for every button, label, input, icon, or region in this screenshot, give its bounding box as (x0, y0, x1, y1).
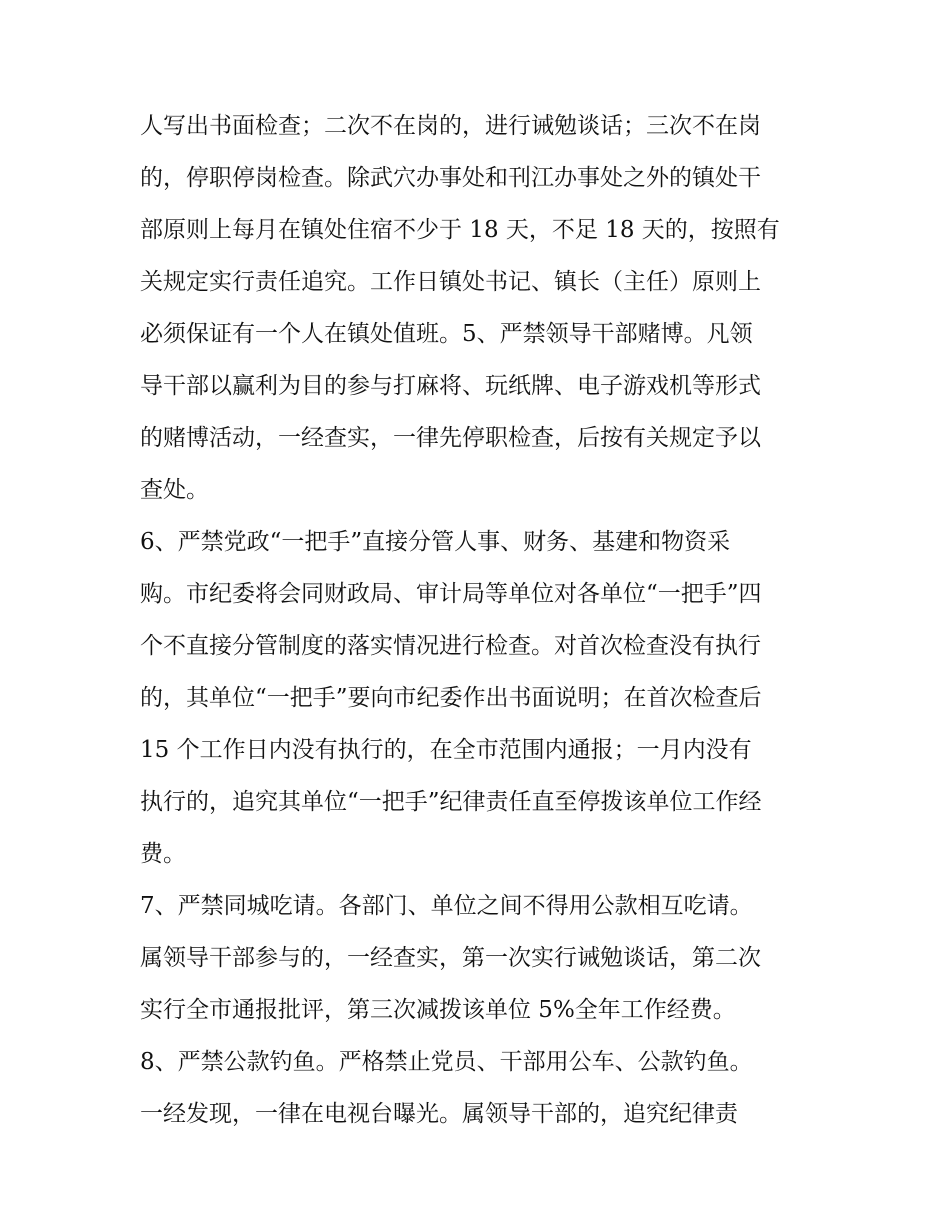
text-line: 实行全市通报批评，第三次减拨该单位 5%全年工作经费。 (140, 997, 736, 1023)
text-line: 导干部以赢利为目的参与打麻将、玩纸牌、电子游戏机等形式 (140, 373, 761, 399)
text-line: 个不直接分管制度的落实情况进行检查。对首次检查没有执行 (140, 633, 761, 659)
text-line: 关规定实行责任追究。工作日镇处书记、镇长（主任）原则上 (140, 269, 761, 295)
text-line: 人写出书面检查；二次不在岗的，进行诫勉谈话；三次不在岗 (140, 113, 761, 139)
text-line: 购。市纪委将会同财政局、审计局等单位对各单位“一把手”四 (140, 581, 762, 607)
text-line: 一经发现，一律在电视台曝光。属领导干部的，追究纪律责 (140, 1101, 738, 1127)
text-line: 7、严禁同城吃请。各部门、单位之间不得用公款相互吃请。 (140, 893, 753, 919)
text-line: 的赌博活动，一经查实，一律先停职检查，后按有关规定予以 (140, 425, 761, 451)
text-line: 的，其单位“一把手”要向市纪委作出书面说明；在首次检查后 (140, 685, 762, 711)
text-line: 执行的，追究其单位“一把手”纪律责任直至停拨该单位工作经 (140, 789, 762, 815)
document-body (140, 100, 830, 1140)
text-line: 的，停职停岗检查。除武穴办事处和刊江办事处之外的镇处干 (140, 165, 761, 191)
text-line: 6、严禁党政“一把手”直接分管人事、财务、基建和物资采 (140, 529, 731, 555)
text-line: 8、严禁公款钓鱼。严格禁止党员、干部用公车、公款钓鱼。 (140, 1049, 753, 1075)
text-line: 部原则上每月在镇处住宿不少于 18 天，不足 18 天的，按照有 (140, 217, 780, 243)
text-line: 15 个工作日内没有执行的，在全市范围内通报；一月内没有 (140, 737, 752, 763)
text-line: 查处。 (140, 477, 209, 503)
text-line: 必须保证有一个人在镇处值班。5、严禁领导干部赌博。凡领 (140, 321, 753, 347)
text-line: 费。 (140, 841, 186, 867)
text-line: 属领导干部参与的，一经查实，第一次实行诫勉谈话，第二次 (140, 945, 761, 971)
